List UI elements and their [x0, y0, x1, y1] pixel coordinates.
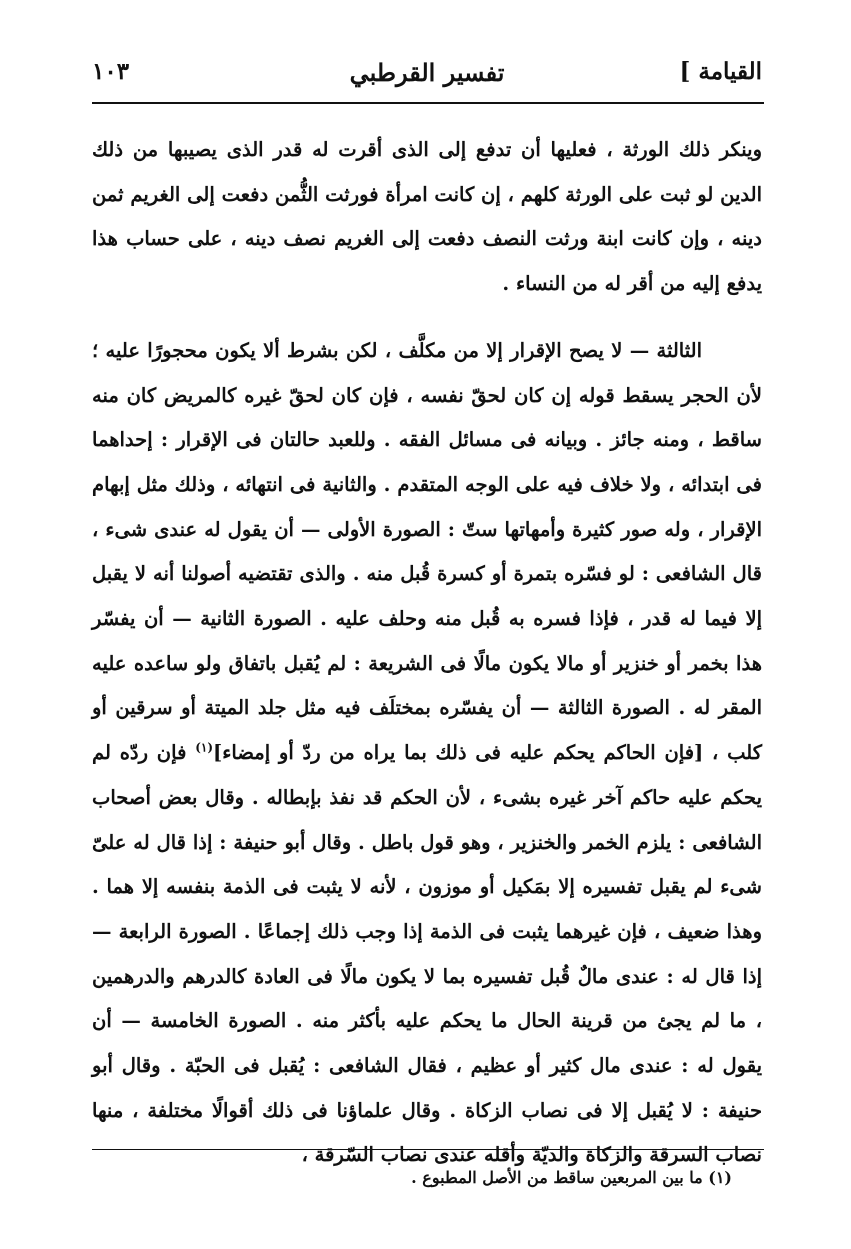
page-number: ١٠٣ [92, 58, 130, 85]
running-header [92, 58, 762, 98]
book-title: تفسير القرطبي [349, 58, 505, 87]
main-text [92, 128, 762, 1178]
paragraph-2-part-a: الثالثة — لا يصح الإقرار إلا من مكلَّف ، لكن بشرط ألا يكون محجورًا عليه ؛ لأن الحجر يسقط قوله إن كان لحقّ نفسه ، فإن كان لحقّ غيره كالمريض كان منه ساقط ، ومنه جائز . وبيانه فى مسائل الفقه . وللعبد حالتان فى الإقرار : إحداهما فى ابتدائه ، ولا خلاف فيه على الوجه المتقدم . والثانية فى انتهائه ، وذلك مثل إبهام الإقرار ، وله صور كثيرة وأمهاتها ستّ : الصورة الأولى — أن يقول له عندى شىء ، قال الشافعى : لو فسّره بتمرة أو كسرة قُبل منه . والذى تقتضيه أصولنا أنه لا يقبل إلا فيما له قدر ، فإذا فسره به قُبل منه وحلف عليه . الصورة الثانية — أن يفسّر هذا بخمر أو خنزير أو مالا يكون مالًا فى الشريعة : لم يُقبل باتفاق ولو ساعده عليه المقر له . الصورة الثالثة — أن يفسّره بمختلَف فيه مثل جلد الميتة أو سرقين أو كلب ، [فإن الحاكم يحكم عليه فى ذلك بما يراه من ردّ أو إمضاء] [92, 338, 763, 765]
surah-name: القيامة ] [679, 58, 762, 85]
footnote-divider [92, 1149, 764, 1150]
paragraph-2-part-b: فإن ردّه لم يحكم عليه حاكم آخر غيره بشىء ، لأن الحكم قد نفذ بإبطاله . وقال بعض أصحاب الشافعى : يلزم الخمر والخنزير ، وهو قول باطل . وقال أبو حنيفة : إذا قال له علىّ شىء لم يقبل تفسيره إلا بمَكيل أو موزون ، لأنه لا يثبت فى الذمة بنفسه إلا هما . وهذا ضعيف ، فإن غيرهما يثبت فى الذمة إذا وجب ذلك إجماعًا . الصورة الرابعة — إذا قال له : عندى مالٌ قُبل تفسيره بما لا يكون مالًا فى العادة كالدرهم والدرهمين ، ما لم يجئ من قرينة الحال ما يحكم عليه بأكثر منه . الصورة الخامسة — أن يقول له : عندى مال كثير أو عظيم ، فقال الشافعى : يُقبل فى الحبّة . وقال أبو حنيفة : لا يُقبل إلا فى نصاب الزكاة . وقال علماؤنا فى ذلك أقوالًا مختلفة ، منها نصاب السرقة والزكاة والديّة وأقله عندى نصاب السّرقة ، [92, 741, 762, 1167]
paragraph-2 [92, 329, 762, 1178]
paragraph-1: وينكر ذلك الورثة ، فعليها أن تدفع إلى الذى أقرت له قدر الذى يصيبها من ذلك الدين لو ثبت على الورثة كلهم ، إن كانت امرأة فورثت الثُّمن دفعت إلى الغريم ثمن دينه ، وإن كانت ابنة ورثت النصف دفعت إلى الغريم نصف دينه ، على حساب هذا يدفع إليه من أقر له من النساء . [92, 138, 762, 296]
footnote: (١) ما بين المربعين ساقط من الأصل المطبوع . [411, 1168, 732, 1187]
header-divider [92, 102, 764, 104]
footnote-reference: (١) [195, 740, 214, 755]
